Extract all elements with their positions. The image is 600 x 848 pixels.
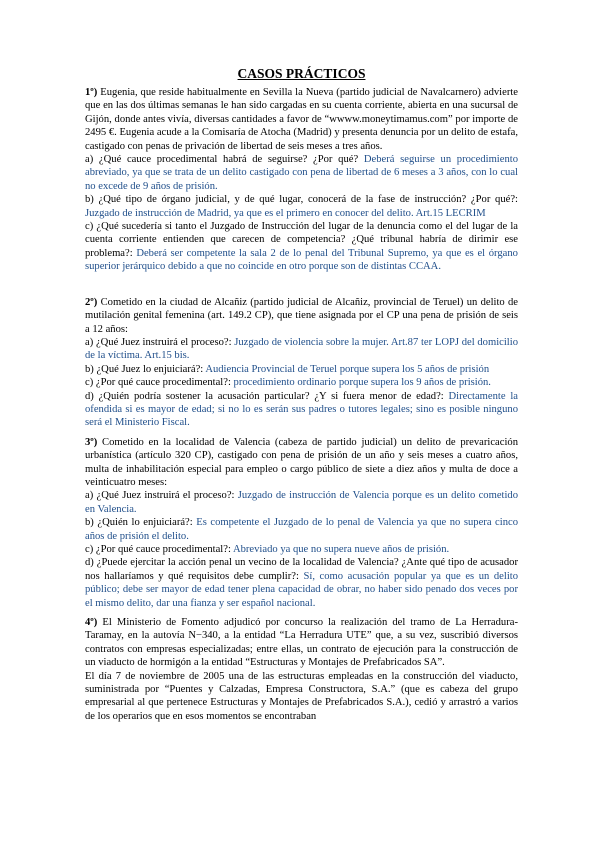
answer-text: Sí, como acusación popular ya que es un delito público; debe ser mayor de edad tener plena capacidad de obrar, no haber sido penado dos veces por el mismo delito, dar una fianza y ser español nacional.: [85, 570, 518, 609]
answer-text: procedimiento ordinario porque supera los 9 años de prisión.: [233, 377, 491, 389]
case-1-question-c: [85, 220, 518, 274]
case-3-text: Cometido en la localidad de Valencia (cabeza de partido judicial) un delito de prevaricación urbanística (artículo 320 CP), castigado con pena de prisión de un año y seis meses a cuatro años, multa de inhabilitación especial para empleo o cargo público de siete a diez años y multa de doce a veinticuatro meses:: [85, 436, 518, 488]
answer-text: Deberá seguirse un procedimiento abreviado, ya que se trata de un delito castigado con pena de libertad de 6 meses a 3 años, con lo cual no excede de 9 años de prisión.: [85, 154, 518, 192]
answer-text: Juzgado de instrucción de Madrid, ya que es el primero en conocer del delito. Art.15 LECRIM: [85, 207, 486, 219]
answer-text: Directamente la ofendida si es mayor de edad; si no lo es serán sus padres o tutores legales; sino es posible ninguno será el Ministerio Fiscal.: [85, 390, 518, 429]
case-2-text: Cometido en la ciudad de Alcañiz (partido judicial de Alcañiz, provincial de Teruel) un delito de mutilación genital femenina (art. 149.2 CP), que tiene asignada por el CP una pena de prisión de seis a 12 años:: [85, 296, 518, 335]
question-text: d) ¿Quién podría sostener la acusación particular? ¿Y si fuera menor de edad?:: [85, 390, 449, 402]
case-2-statement: [85, 296, 518, 336]
case-3-statement: [85, 436, 518, 490]
case-2-question-a: [85, 336, 518, 363]
answer-text: Deberá ser competente la sala 2 de lo penal del Tribunal Supremo, ya que es el órgano superior jerárquico debido a que no coincide en otro porque son de distintas CCAA.: [85, 247, 518, 273]
page-title: CASOS PRÁCTICOS: [237, 66, 366, 81]
case-3-question-b: [85, 516, 518, 543]
case-1-question-b: [85, 193, 518, 220]
case-4-statement: [85, 616, 518, 670]
answer-text: Audiencia Provincial de Teruel porque supera los 5 años de prisión: [205, 363, 490, 375]
question-text: a) ¿Qué cauce procedimental habrá de seguirse? ¿Por qué?: [85, 154, 364, 166]
case-2-question-b: [85, 363, 518, 376]
spacer: [85, 274, 518, 296]
answer-text: Abreviado ya que no supera nueve años de prisión.: [232, 544, 450, 555]
question-text: b) ¿Qué Juez lo enjuiciará?:: [85, 363, 206, 375]
case-2-number: 2º): [85, 296, 98, 308]
case-1-number: 1º): [85, 87, 98, 98]
answer-text: Juzgado de violencia sobre la mujer. Art.87 ter LOPJ del domicilio de la víctima. Art.15 bis.: [85, 336, 518, 362]
case-4-statement-continued: El día 7 de noviembre de 2005 una de las estructuras empleadas en la construcción del viaducto, suministrada por “Puentes y Calzadas, Empresa Constructora, S.A.” (que es cabeza del grupo empresarial al que pertenece Estructuras y Montajes de Prefabricados S.A.), cedió y arrastró a varios de los operarios que en esos momentos se encontraban: [85, 670, 518, 722]
case-3-question-d: [85, 556, 518, 610]
case-1-statement: [85, 86, 518, 153]
answer-text: Juzgado de instrucción de Valencia porque es un delito cometido en Valencia.: [85, 490, 518, 515]
case-4-number: 4º): [85, 617, 98, 629]
question-text: c) ¿Por qué cauce procedimental?:: [85, 377, 234, 389]
case-1-question-a: [85, 153, 518, 193]
case-1-text: Eugenia, que reside habitualmente en Sevilla la Nueva (partido judicial de Navalcarnero) advierte que en las dos últimas semanas le han sido cargadas en su cuenta corriente, abierta en una sucursal de Gijón, donde antes vivía, diversas cantidades a favor de “wwww.moneytimamus.com” por importe de 2495 €. Eugenia acude a la Comisaría de Atocha (Madrid) y presenta denuncia por un delito de estafa, castigado con penas de privación de libertad de seis meses a tres años.: [85, 87, 518, 152]
question-text: a) ¿Qué Juez instruirá el proceso?:: [85, 336, 235, 348]
question-text: b) ¿Qué tipo de órgano judicial, y de qué lugar, conocerá de la fase de instrucción? ¿Por qué?:: [85, 194, 518, 206]
case-3-number: 3º): [85, 436, 98, 448]
question-text: c) ¿Qué sucedería si tanto el Juzgado de Instrucción del lugar de la denuncia como el del lugar de la cuenta corriente entienden que carecen de competencia? ¿Qué tribunal habría de dirimir ese problema?:: [85, 221, 518, 259]
question-text: d) ¿Puede ejercitar la acción penal un vecino de la localidad de Valencia? ¿Ante qué tipo de acusador nos hallaríamos y qué requisitos debe cumplir?:: [85, 557, 518, 582]
question-text: b) ¿Quién lo enjuiciará?:: [85, 517, 197, 529]
case-2-question-d: [85, 390, 518, 430]
answer-text: Es competente el Juzgado de lo penal de Valencia ya que no supera cinco años de prisión el delito.: [85, 517, 519, 542]
case-3-question-a: [85, 489, 518, 516]
document-page: [85, 66, 518, 723]
case-2-question-c: [85, 376, 518, 389]
question-text: c) ¿Por qué cauce procedimental?:: [85, 544, 233, 555]
case-3-question-c: [85, 543, 518, 556]
case-4-text: El Ministerio de Fomento adjudicó por concurso la realización del tramo de La Herradura-Taramay, en la autovía N−340, a la entidad “La Herradura UTE” que, a su vez, suscribió diversos contratos con empresas especializadas; entre ellas, un contrato de ejecución para la construcción de un viaducto de hormigón a la entidad “Estructuras y Montajes de Prefabricados SA”.: [85, 617, 518, 669]
question-text: a) ¿Qué Juez instruirá el proceso?:: [85, 490, 238, 502]
